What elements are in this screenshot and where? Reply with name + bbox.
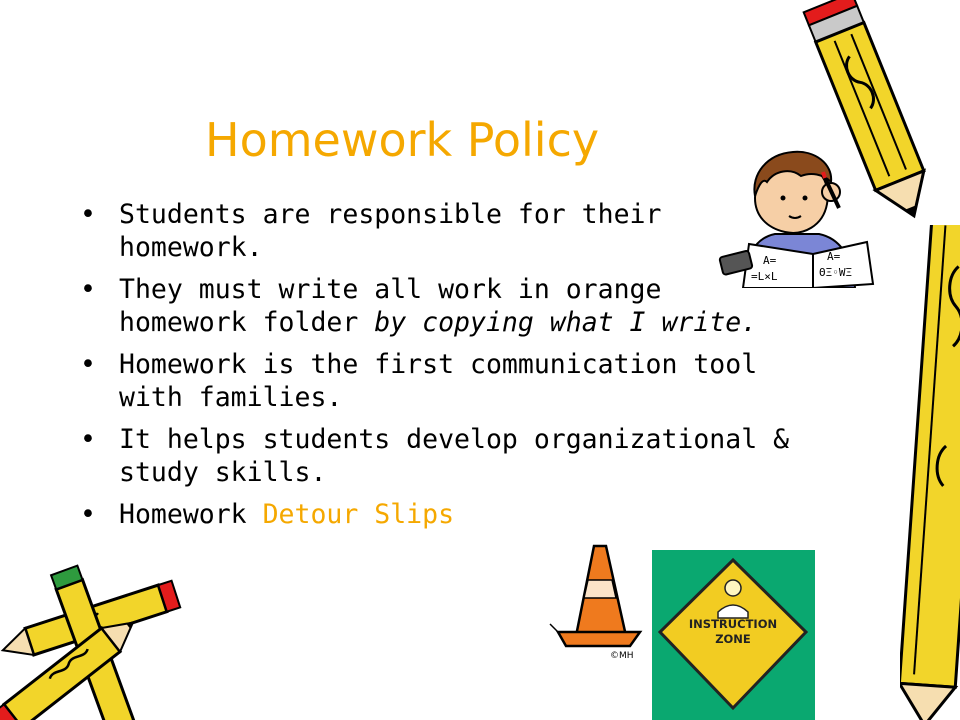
bullet-list	[80, 198, 880, 531]
bullet-marker: •	[80, 349, 96, 380]
bullet-text-plain: homework folder	[119, 307, 375, 338]
bullet-text-line2	[119, 306, 880, 339]
bullet-text-emphasis: by copying what I write.	[374, 307, 758, 338]
bullet-text-line2: study skills.	[119, 457, 327, 488]
book-left-top-text: A=	[763, 254, 777, 267]
bullet-text-line1: Students are responsible for their	[119, 199, 662, 230]
crossed-pencils-icon	[0, 560, 195, 720]
bullet-marker: •	[80, 199, 96, 230]
bullet-text-line1	[119, 498, 880, 531]
traffic-cone-icon	[548, 540, 648, 660]
bullet-text-line1: Homework is the first communication tool	[119, 349, 758, 380]
book-right-text: ΘΞ◦WΞ	[819, 266, 853, 279]
slide-title: Homework Policy	[205, 113, 600, 167]
bullet-item-orange-folder	[80, 273, 880, 339]
bullet-item-responsible	[80, 198, 880, 264]
sign-line2-text: ZONE	[715, 632, 751, 646]
bullet-text-line2: homework.	[119, 232, 263, 263]
detour-slips-link[interactable]: Detour Slips	[262, 499, 455, 530]
book-right-top-text: A=	[827, 250, 841, 263]
bullet-text-line2: with families.	[119, 382, 343, 413]
instruction-zone-sign	[652, 550, 815, 720]
sign-line1-text: INSTRUCTION	[688, 617, 778, 631]
bullet-item-communication	[80, 348, 880, 414]
bullet-text-plain: Homework	[119, 499, 263, 530]
bullet-marker: •	[80, 274, 96, 305]
book-left-text: =L×L	[751, 270, 778, 283]
bullet-item-skills	[80, 423, 880, 489]
bullet-text-line1: They must write all work in orange	[119, 274, 662, 305]
cone-mark-text: ©MH	[610, 651, 634, 660]
bullet-marker: •	[80, 499, 96, 530]
bullet-text-line1: It helps students develop organizational &	[119, 424, 790, 455]
bullet-item-detour-slips	[80, 498, 880, 531]
pencil-right-edge-icon	[900, 225, 960, 720]
bullet-marker: •	[80, 424, 96, 455]
